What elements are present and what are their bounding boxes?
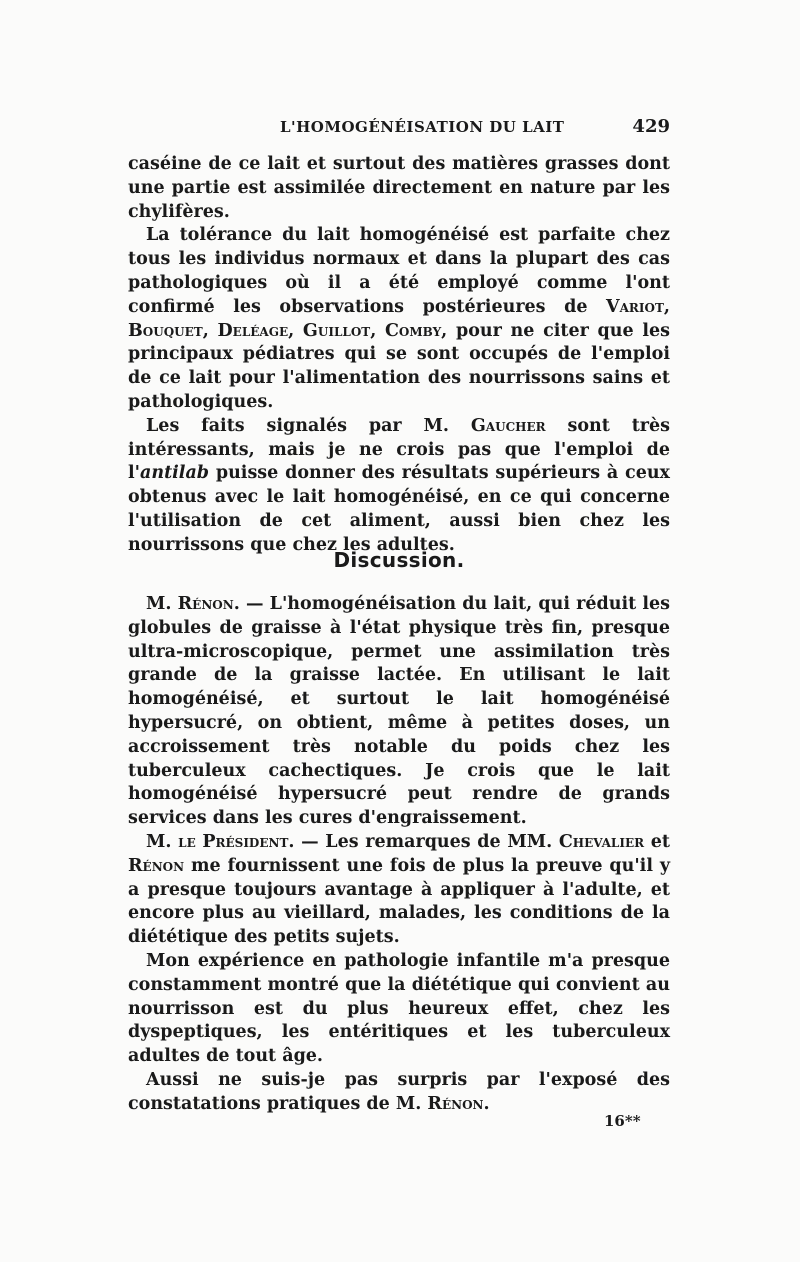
- paragraph-conclusion: [128, 1069, 670, 1117]
- discussion-text: [128, 593, 670, 1117]
- speaker-name: M. le Président: [146, 831, 289, 852]
- paragraph-text: sont très intéressants, mais je ne crois pas que l'emploi de l': [128, 415, 670, 484]
- running-title: L'HOMOGÉNÉISATION DU LAIT: [280, 118, 565, 136]
- author-names: Variot, Bouquet, Deléage, Guillot, Comby: [128, 296, 670, 341]
- paragraph-renon: [128, 593, 670, 831]
- paragraph-gaucher: [128, 415, 670, 558]
- running-head: [130, 118, 670, 142]
- paragraph-text: . — Les remarques de MM.: [288, 831, 559, 852]
- author-name: Rénon: [128, 855, 185, 876]
- paragraph-text: puisse donner des résultats supérieurs à ceux obtenus avec le lait homogénéisé, en ce qui concerne l'utilisation de cet aliment, aussi bien chez les nourrissons que chez les adultes.: [128, 463, 670, 555]
- paragraph-experience: Mon expérience en pathologie infantile m'a presque constamment montré que la diététique qui convient au nourrisson est du plus heureux effet, chez les dyspeptiques, les entéritiques et les tuberculeux adultes de tout âge.: [128, 950, 670, 1067]
- paragraph-tolerance: [128, 224, 670, 414]
- paragraph-text: La tolérance du lait homogénéisé est parfaite chez tous les individus normaux et dans la plupart des cas pathologiques où il a été employé comme l'ont confirmé les observations postérieures de: [128, 225, 670, 317]
- speaker-name: M. Rénon: [146, 594, 234, 614]
- paragraph-text: et: [644, 831, 670, 852]
- paragraph-text: , pour ne citer que les principaux pédiatres qui se sont occupés de l'emploi de ce lait pour l'alimentation des nourrissons sains et pathologiques.: [128, 320, 670, 412]
- paragraph-text: .: [483, 1093, 490, 1114]
- section-heading: Discussion.: [333, 548, 465, 572]
- author-name: Gaucher: [470, 415, 546, 436]
- paragraph-president: [128, 831, 670, 950]
- italic-term: antilab: [140, 463, 210, 484]
- paragraph-text: . — L'homogénéisation du lait, qui réduit les globules de graisse à l'état physique très fin, presque ultra-microscopique, permet une assimilation très grande de la graisse lactée. En utilisant le lait homogénéisé, et surtout le lait homogénéisé hypersucré, on obtient, même à petites doses, un accroissement très notable du poids chez les tuberculeux cachectiques. Je crois que le lait homogénéisé hypersucré peut rendre de grands services dans les cures d'engraissement.: [128, 594, 670, 829]
- author-name: Rénon: [427, 1093, 484, 1114]
- page-number: 429: [632, 116, 670, 137]
- author-name: Chevalier: [558, 831, 645, 852]
- paragraph-text: me fournissent une fois de plus la preuve qu'il y a presque toujours avantage à appliquer à l'adulte, et encore plus au vieillard, malades, les conditions de la diététique des petits sujets.: [128, 855, 670, 948]
- paragraph-text: Aussi ne suis-je pas surpris par l'exposé des constatations pratiques de M.: [128, 1069, 670, 1114]
- signature-mark: 16**: [604, 1112, 641, 1130]
- body-text: [128, 153, 670, 558]
- paragraph-continuation: caséine de ce lait et surtout des matières grasses dont une partie est assimilée directement en nature par les chylifères.: [128, 154, 670, 222]
- paragraph-text: Les faits signalés par M.: [146, 415, 471, 436]
